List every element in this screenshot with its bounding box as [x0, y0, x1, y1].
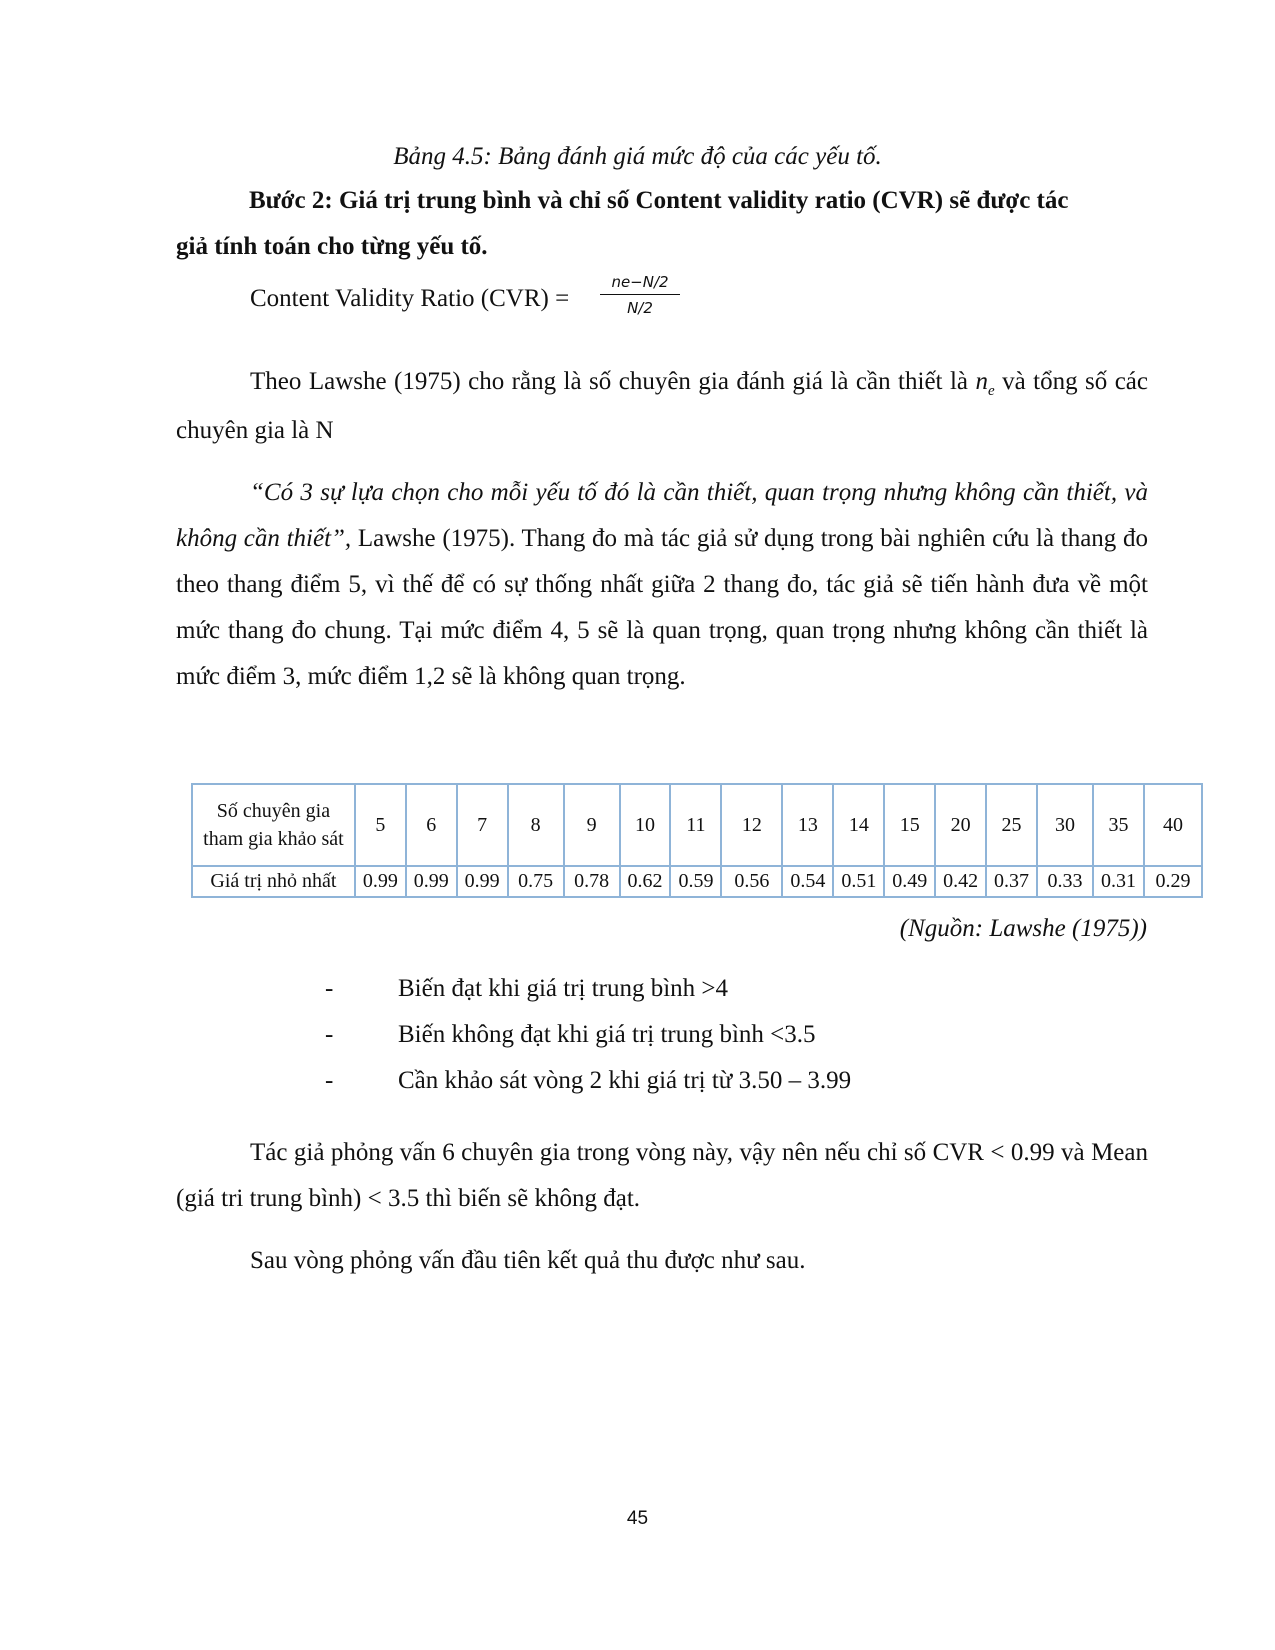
min-value-cell: 0.99	[355, 866, 406, 897]
table-row-min-values	[192, 866, 1202, 897]
min-value-cell: 0.37	[986, 866, 1037, 897]
min-value-cell: 0.51	[833, 866, 884, 897]
result-paragraph: Sau vòng phỏng vấn đầu tiên kết quả thu được như sau.	[250, 1247, 806, 1274]
bullet-fail: Biến không đạt khi giá trị trung bình <3.5	[398, 1021, 816, 1048]
formula-label: Content Validity Ratio (CVR) =	[250, 285, 570, 312]
min-value-cell: 0.56	[721, 866, 782, 897]
bullet-round-2: Cần khảo sát vòng 2 khi giá trị từ 3.50 – 3.99	[398, 1067, 852, 1094]
lawshe-text-1: Theo Lawshe (1975) cho rằng là số chuyên gia đánh giá là cần thiết là	[250, 368, 976, 395]
formula-fraction	[600, 273, 680, 317]
min-value-cell: 0.42	[935, 866, 986, 897]
experts-cell: 25	[986, 784, 1037, 866]
experts-cell: 5	[355, 784, 406, 866]
min-value-cell: 0.99	[457, 866, 508, 897]
experts-cell: 11	[670, 784, 721, 866]
experts-cell: 20	[935, 784, 986, 866]
table-source: (Nguồn: Lawshe (1975))	[899, 915, 1147, 942]
min-value-cell: 0.99	[406, 866, 457, 897]
bullet-dash: -	[325, 1021, 334, 1048]
experts-cell: 15	[884, 784, 935, 866]
min-value-cell: 0.33	[1037, 866, 1093, 897]
experts-cell: 6	[406, 784, 457, 866]
step-2-line-2: giả tính toán cho từng yếu tố.	[176, 233, 488, 260]
experts-cell: 13	[782, 784, 833, 866]
quote-rest: Lawshe (1975). Thang đo mà tác giả sử dụng trong bài nghiên cứu là thang đo theo thang điểm 5, vì thế để có sự thống nhất giữa 2 thang đo, tác giả sẽ tiến hành đưa về một mức thang đo chung. Tại mức điểm 4, 5 sẽ là quan trọng, quan trọng nhưng không cần thiết là mức điểm 3, mức điểm 1,2 sẽ là không quan trọng.	[176, 525, 1149, 690]
experts-cell: 14	[833, 784, 884, 866]
experts-cell: 7	[457, 784, 508, 866]
min-value-cell: 0.62	[620, 866, 671, 897]
min-value-cell: 0.54	[782, 866, 833, 897]
step-2-heading	[176, 178, 1136, 270]
table-row-experts	[192, 784, 1202, 866]
interview-paragraph: Tác giả phỏng vấn 6 chuyên gia trong vòng này, vậy nên nếu chỉ số CVR < 0.99 và Mean (giá tri trung bình) < 3.5 thì biến sẽ không đạt.	[176, 1139, 1148, 1212]
experts-header-cell	[192, 784, 355, 866]
min-value-cell: 0.59	[670, 866, 721, 897]
experts-cell: 35	[1093, 784, 1144, 866]
bullet-dash: -	[325, 975, 334, 1002]
cvr-formula	[250, 273, 669, 317]
experts-header-line-1: Số chuyên gia	[216, 800, 331, 822]
experts-cell: 12	[721, 784, 782, 866]
experts-cell: 30	[1037, 784, 1093, 866]
experts-cell: 8	[508, 784, 564, 866]
lawshe-paragraph	[176, 359, 1148, 454]
quote-paragraph	[176, 470, 1148, 700]
lawshe-table	[191, 783, 1203, 898]
min-value-header-cell: Giá trị nhỏ nhất	[192, 866, 355, 897]
min-value-cell: 0.29	[1144, 866, 1202, 897]
formula-denominator: N/2	[627, 299, 653, 317]
quote-text: “Có 3 sự lựa chọn cho mỗi yếu tố đó là cần thiết, quan trọng nhưng không cần thiết, và không cần thiết”,	[176, 479, 1148, 552]
min-value-cell: 0.31	[1093, 866, 1144, 897]
page-number: 45	[626, 1508, 649, 1529]
experts-header-line-2: tham gia khảo sát	[203, 828, 344, 850]
table-caption: Bảng 4.5: Bảng đánh giá mức độ của các yếu tố.	[393, 143, 882, 170]
min-value-cell: 0.78	[564, 866, 620, 897]
lawshe-text-2: và tổng số các chuyên gia là N	[176, 368, 1149, 444]
experts-cell: 40	[1144, 784, 1202, 866]
experts-cell: 10	[620, 784, 671, 866]
bullet-dash: -	[325, 1067, 334, 1094]
formula-numerator: ne−N/2	[600, 273, 680, 295]
experts-cell: 9	[564, 784, 620, 866]
min-value-cell: 0.75	[508, 866, 564, 897]
step-2-line-1: Bước 2: Giá trị trung bình và chỉ số Content validity ratio (CVR) sẽ được tác	[249, 187, 1069, 214]
bullet-pass: Biến đạt khi giá trị trung bình >4	[398, 975, 729, 1002]
ne-symbol: $n_e$	[975, 368, 995, 399]
min-value-cell: 0.49	[884, 866, 935, 897]
